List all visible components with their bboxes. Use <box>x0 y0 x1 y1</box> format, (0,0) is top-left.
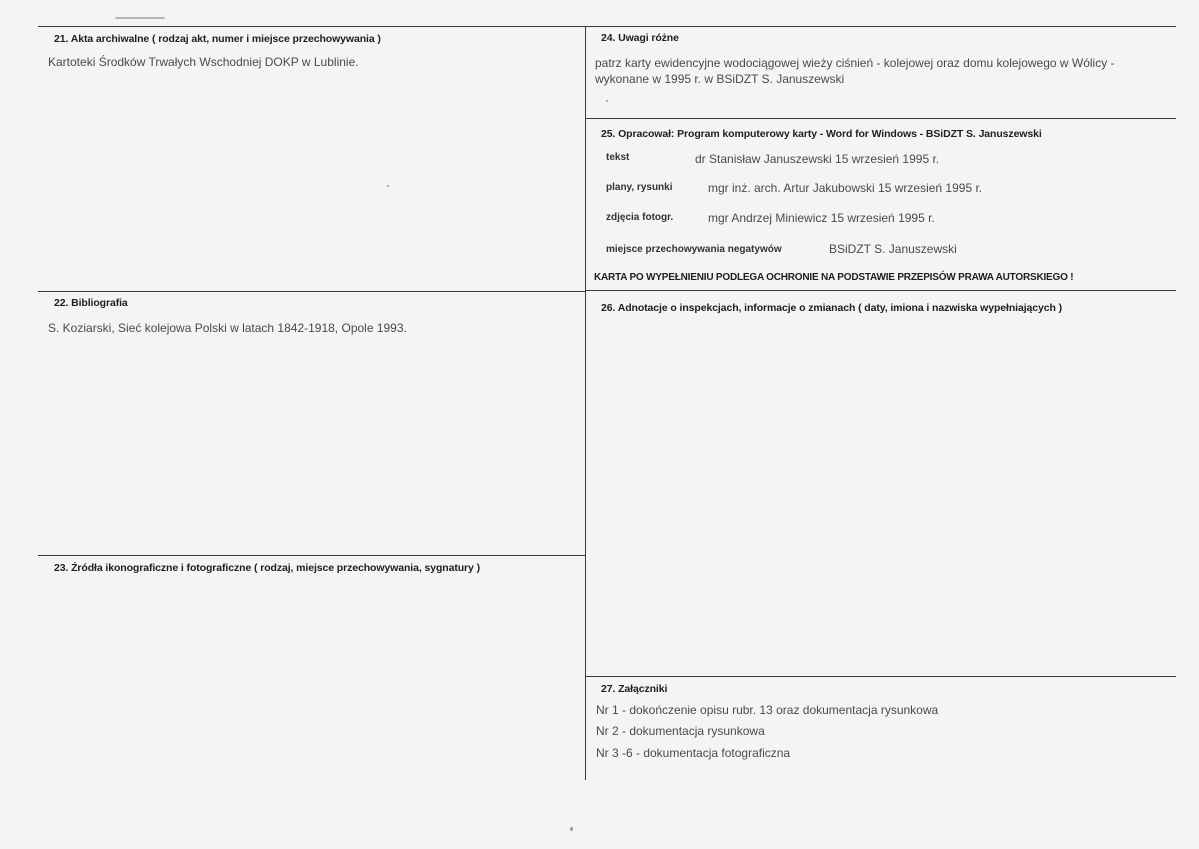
section-27-header: 27. Załączniki <box>601 683 668 695</box>
section-23-header: 23. Źródła ikonograficzne i fotograficzne ( rodzaj, miejsce przechowywania, sygnatury ) <box>54 562 480 574</box>
scan-speck <box>115 17 165 19</box>
divider-22-23 <box>38 555 585 556</box>
author-value-photos: mgr Andrzej Miniewicz 15 wrzesień 1995 r. <box>708 211 935 225</box>
author-value-negatives: BSiDZT S. Januszewski <box>829 242 957 256</box>
attachment-item: Nr 2 - dokumentacja rysunkowa <box>596 724 765 738</box>
author-label-photos: zdjęcia fotogr. <box>606 212 674 223</box>
section-22-text: S. Koziarski, Sieć kolejowa Polski w latach 1842-1918, Opole 1993. <box>48 321 407 335</box>
section-21-text: Kartoteki Środków Trwałych Wschodniej DOKP w Lublinie. <box>48 55 359 69</box>
divider-25-26 <box>585 290 1176 291</box>
section-24-text: patrz karty ewidencyjne wodociągowej wieży ciśnień - kolejowej oraz domu kolejowego w Wólicy - wykonane w 1995 r. w BSiDZT S. Januszewski <box>595 56 1115 86</box>
center-divider-line <box>585 26 586 780</box>
scan-speck <box>570 827 573 831</box>
author-value-text: dr Stanisław Januszewski 15 wrzesień 1995 r. <box>695 152 940 166</box>
section-22-header: 22. Bibliografia <box>54 297 128 309</box>
scan-speck <box>606 100 608 102</box>
attachment-item: Nr 1 - dokończenie opisu rubr. 13 oraz dokumentacja rysunkowa <box>596 703 939 717</box>
section-24-header: 24. Uwagi różne <box>601 32 679 44</box>
author-value-plans: mgr inż. arch. Artur Jakubowski 15 wrzesień 1995 r. <box>708 181 983 195</box>
author-label-negatives: miejsce przechowywania negatywów <box>606 244 782 255</box>
section-21-header: 21. Akta archiwalne ( rodzaj akt, numer i miejsce przechowywania ) <box>54 33 381 45</box>
divider-24-25 <box>585 118 1176 119</box>
top-border-line <box>38 26 1176 27</box>
section-26-header: 26. Adnotacje o inspekcjach, informacje o zmianach ( daty, imiona i nazwiska wypełniających ) <box>601 302 1063 314</box>
attachment-item: Nr 3 -6 - dokumentacja fotograficzna <box>596 746 791 760</box>
section-25-header: 25. Opracował: Program komputerowy karty - Word for Windows - BSiDZT S. Januszewski <box>601 128 1042 140</box>
author-label-text: tekst <box>606 152 630 163</box>
scan-speck <box>387 185 389 187</box>
copyright-notice: KARTA PO WYPEŁNIENIU PODLEGA OCHRONIE NA PODSTAWIE PRZEPISÓW PRAWA AUTORSKIEGO ! <box>594 272 1074 283</box>
divider-21-22 <box>38 291 585 292</box>
divider-26-27 <box>585 676 1176 677</box>
author-label-plans: plany, rysunki <box>606 182 673 193</box>
